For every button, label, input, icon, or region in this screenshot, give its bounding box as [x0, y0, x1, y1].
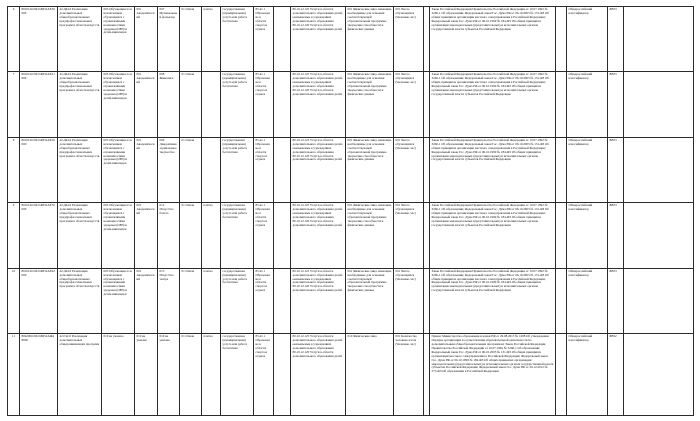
consumer-group-text: 001 Физические лица, имеющие необходимые для освоения соответствующей образовательной программы творческие способности и физические данные [347, 72, 392, 96]
consumer-group [346, 268, 394, 333]
volume-indicator-text: 001 Число обучающихся (Человеко-час) [395, 7, 416, 19]
payment-basis [202, 137, 221, 202]
payment-basis [202, 203, 221, 268]
consumer-category-text: 003 Обучающиеся за исключением обучающихся с ограниченными возможностями здоровья (ОВЗ) и детей-инвалидов [103, 7, 132, 35]
legal-basis-text: Закон Российской Федерации Правительство Российской Федерации от 10.07.1992 № 3266-1 Об образовании; Федеральный закон Гос. Дума РФ от 06.10.2003 № 131-ФЗ Об общих принципах организации местного самоуправления в Российской Федерации; Федеральный закон Гос. Дума РФ от 06.10.1999 № 184-ФЗ Об общих принципах организации законодательных (представительных) и исполнительных органов государственной власти субъектов Российской Федерации [431, 72, 549, 96]
specialty-text: 012 Искусство балета [159, 203, 174, 216]
service-kind [221, 7, 254, 72]
classifier-text: Общероссийский классификатор [568, 72, 593, 81]
volume-indicator-text: 001 Число обучающихся (Человеко-час) [395, 203, 416, 216]
okved-code-text: 85.41.1 Образование в области спорта и отдыха [255, 137, 270, 162]
payment-basis [202, 7, 221, 72]
payment-basis-text: платно [203, 334, 213, 339]
reference-code [608, 137, 624, 202]
registry-code [20, 137, 58, 202]
okved-code [254, 203, 274, 268]
empty-cell [556, 334, 567, 416]
empty-cell [624, 203, 694, 268]
specialty-text: 007 Музыкальный фольклор [159, 7, 178, 19]
service-kind [221, 334, 254, 416]
consumer-category [102, 137, 135, 202]
okpd-code-text: 80.10.12.125 Услуги в области дополнительного образования детей, оказываемые в учреждениях дополнительного образования 80.10.12.120 Услуги в области дополнительного образования детей [292, 72, 343, 96]
volume-indicator [394, 72, 424, 137]
empty-cell [556, 203, 567, 268]
program-type-text: 001 Академический [136, 268, 155, 281]
okpd-code [291, 203, 346, 268]
table-row [8, 72, 694, 137]
classifier-text: Общероссийский классификатор [568, 137, 593, 146]
registry-code-text: 801012О.99.0.ББ52АЕ36000 [21, 7, 55, 15]
classifier [567, 268, 608, 333]
legal-basis-text: Приказ Министерство образования и науки РФ от 29.08.2013 № 1008 Об утверждении Порядка организации и осуществления образовательной деятельности по дополнительным общеобразовательным программам; Закон Российской Федерации Правительство Российской Федерации от 10.07.1992 № 3266-1 Об образовании; Федеральный закон Гос. Дума РФ от 06.10.2003 № 131-ФЗ Об общих принципах организации местного самоуправления в Российской Федерации; Федеральный закон Гос. Дума РФ от 06.10.1999 № 184-ФЗ Об общих принципах организации законодательных (представительных) и исполнительных органов государственной власти субъектов Российской Федерации; Федеральный закон Гос. Дума РФ от 29.12.2012 № 273-ФЗ Об образовании в Российской Федерации [431, 334, 554, 374]
reference-code-text: БВ53 [609, 137, 617, 142]
education-form [180, 203, 202, 268]
payment-basis [202, 268, 221, 333]
okpd-code [291, 334, 346, 416]
table-row [8, 7, 694, 72]
legal-basis [430, 7, 556, 72]
okpd-code-text: 80.10.12.125 Услуги в области дополнительного образования детей, оказываемые в учреждениях дополнительного образования 80.10.12.120 Услуги в области дополнительного образования детей [292, 203, 343, 227]
consumer-category [102, 203, 135, 268]
service-name [58, 137, 102, 202]
consumer-group-text: 001 Физические лица, имеющие необходимые для освоения соответствующей образовательной программы творческие способности и физические данные [347, 268, 392, 293]
classifier [567, 334, 608, 416]
consumer-group [346, 7, 394, 72]
empty-cell [624, 268, 694, 333]
consumer-category [102, 72, 135, 137]
volume-indicator [394, 268, 424, 333]
service-kind [221, 268, 254, 333]
reference-code-text: БВ53 [609, 268, 617, 273]
program-type [135, 137, 158, 202]
service-name-text: 42.Д44.0 Реализация дополнительных общеобразовательных предпрофессиональных программ в области искусств [59, 137, 100, 158]
payment-basis [202, 334, 221, 416]
registry-code [20, 203, 58, 268]
registry-code-text: 801012О.99.0.ББ52АЕ76000 [21, 203, 55, 212]
consumer-group [346, 137, 394, 202]
education-form-text: 01 Очная [181, 7, 194, 11]
service-name-text: 42.Д44.0 Реализация дополнительных общеобразовательных предпрофессиональных программ в области искусств [59, 7, 100, 27]
okved-code-text: 85.41.1 Образование в области спорта и отдыха [255, 72, 270, 96]
reference-code [608, 334, 624, 416]
registry-code [20, 72, 58, 137]
row-number [8, 7, 20, 72]
volume-indicator-text: 001 Количество человеко-часов (Человеко-час) [395, 334, 417, 346]
consumer-category-text: 003 Обучающиеся за исключением обучающихся с ограниченными возможностями здоровья (ОВЗ) и детей-инвалидов [103, 268, 132, 297]
specialty-text: 009 Декоративно-прикладное творчество [159, 137, 177, 154]
okpd-code-text: 80.10.12.125 Услуги в области дополнительного образования детей, оказываемые в учреждениях дополнительного образования 80.10.12.120 Услуги в области дополнительного образования детей [292, 137, 343, 162]
program-type-text: 001 Академический [136, 137, 155, 150]
reference-code [608, 72, 624, 137]
specialty [158, 137, 180, 202]
education-form-text: 01 Очная [181, 72, 194, 77]
reference-code-text: БВ53 [609, 7, 617, 11]
consumer-category-text: 003 Обучающиеся за исключением обучающихся с ограниченными возможностями здоровья (ОВЗ) и детей-инвалидов [103, 203, 132, 231]
specialty-text: 008 Живопись [159, 72, 174, 81]
specialty-text: 010 не указано [159, 334, 170, 343]
volume-indicator-text: 001 Число обучающихся (Человеко-час) [395, 137, 416, 150]
consumer-group [346, 334, 394, 416]
reference-code-text: БВ53 [609, 203, 617, 208]
legal-basis [430, 203, 556, 268]
row-number-text: 6 [12, 7, 15, 11]
consumer-group-text: 010 Физические лица [347, 334, 377, 339]
empty-cell [624, 137, 694, 202]
okpd-code [291, 268, 346, 333]
registry-code [20, 334, 58, 416]
empty-cell [274, 137, 291, 202]
registry-code-text: 801012О.99.0.ББ52АЕ21000 [21, 72, 55, 81]
classifier-text: Общероссийский классификатор [568, 7, 593, 15]
education-form [180, 268, 202, 333]
row-number-text: 11 [11, 334, 16, 339]
table-row [8, 268, 694, 333]
table-row [8, 334, 694, 416]
empty-cell [556, 7, 567, 72]
okpd-code-text: 80.10.12.125 Услуги в области дополнительного образования детей, оказываемые в учреждениях дополнительного образования 80.10.12.120 Услуги в области дополнительного образования детей [292, 334, 343, 358]
empty-cell [624, 72, 694, 137]
education-form [180, 72, 202, 137]
specialty [158, 203, 180, 268]
legal-basis [430, 72, 556, 137]
service-name [58, 203, 102, 268]
consumer-group-text: 001 Физические лица, имеющие необходимые для освоения соответствующей образовательной программы творческие способности и физические данные [347, 7, 392, 31]
service-name-text: 42.Г42.0 Реализация дополнительных общеразвивающих программ [59, 334, 100, 346]
okpd-code-text: 80.10.12.125 Услуги в области дополнительного образования детей, оказываемые в учреждениях дополнительного образования 80.10.12.120 Услуги в области дополнительного образования детей [292, 7, 343, 31]
payment-basis-text: платно [203, 203, 213, 208]
okved-code [254, 7, 274, 72]
volume-indicator [394, 7, 424, 72]
consumer-category-text: 010 не указано [103, 334, 124, 339]
empty-cell [274, 7, 291, 72]
service-kind-text: государственная (муниципальная) услуга или работа бесплатная [222, 72, 248, 89]
service-kind [221, 203, 254, 268]
okpd-code [291, 72, 346, 137]
empty-cell [274, 334, 291, 416]
payment-basis-text: платно [203, 7, 213, 11]
classifier [567, 203, 608, 268]
consumer-category [102, 268, 135, 333]
service-kind-text: государственная (муниципальная) услуга или работа бесплатная [222, 7, 248, 23]
empty-cell [556, 72, 567, 137]
registry-code-text: 801012О.99.0.ББ52АЕ92000 [21, 268, 55, 277]
reference-code-text: БВ52 [609, 334, 617, 339]
row-number-text: 8 [12, 137, 15, 142]
legal-basis [430, 137, 556, 202]
okpd-code [291, 137, 346, 202]
service-name-text: 42.Д44.0 Реализация дополнительных общеобразовательных предпрофессиональных программ в области искусств [59, 72, 100, 93]
legal-basis-text: Закон Российской Федерации Правительство Российской Федерации от 10.07.1992 № 3266-1 Об образовании; Федеральный закон Гос. Дума РФ от 06.10.2003 № 131-ФЗ Об общих принципах организации местного самоуправления в Российской Федерации; Федеральный закон Гос. Дума РФ от 06.10.1999 № 184-ФЗ Об общих принципах организации законодательных (представительных) и исполнительных органов государственной власти субъектов Российской Федерации [431, 137, 549, 162]
okved-code-text: 85.41.1 Образование в области спорта и отдыха [255, 334, 270, 358]
empty-cell [274, 72, 291, 137]
okved-code [254, 334, 274, 416]
service-kind-text: государственная (муниципальная) услуга или работа бесплатная [222, 137, 248, 154]
classifier-text: Общероссийский классификатор [568, 268, 593, 277]
okved-code [254, 137, 274, 202]
reference-code [608, 268, 624, 333]
consumer-group [346, 72, 394, 137]
consumer-category [102, 7, 135, 72]
classifier [567, 72, 608, 137]
volume-indicator [394, 203, 424, 268]
specialty [158, 72, 180, 137]
okved-code-text: 85.41.1 Образование в области спорта и отдыха [255, 268, 270, 293]
row-number-text: 7 [12, 72, 15, 77]
program-type [135, 203, 158, 268]
row-number [8, 72, 20, 137]
legal-basis-text: Закон Российской Федерации Правительство Российской Федерации от 10.07.1992 № 3266-1 Об образовании; Федеральный закон Гос. Дума РФ от 06.10.2003 № 131-ФЗ Об общих принципах организации местного самоуправления в Российской Федерации; Федеральный закон Гос. Дума РФ от 06.10.1999 № 184-ФЗ Об общих принципах организации законодательных (представительных) и исполнительных органов государственной власти субъектов Российской Федерации [431, 268, 549, 293]
okpd-code-text: 80.10.12.125 Услуги в области дополнительного образования детей, оказываемые в учреждениях дополнительного образования 80.10.12.120 Услуги в области дополнительного образования детей [292, 268, 343, 293]
empty-cell [274, 203, 291, 268]
consumer-group-text: 001 Физические лица, имеющие необходимые для освоения соответствующей образовательной программы творческие способности и физические данные [347, 203, 392, 227]
service-name [58, 7, 102, 72]
consumer-category [102, 334, 135, 416]
service-name-text: 42.Д44.0 Реализация дополнительных общеобразовательных предпрофессиональных программ в области искусств [59, 268, 100, 289]
volume-indicator-text: 001 Число обучающихся (Человеко-час) [395, 268, 416, 281]
service-name [58, 72, 102, 137]
education-form-text: 01 Очная [181, 137, 194, 142]
empty-cell [274, 268, 291, 333]
payment-basis [202, 72, 221, 137]
specialty [158, 7, 180, 72]
registry-code [20, 268, 58, 333]
consumer-category-text: 003 Обучающиеся за исключением обучающихся с ограниченными возможностями здоровья (ОВЗ) и детей-инвалидов [103, 72, 132, 100]
okved-code-text: 85.41.1 Образование в области спорта и отдыха [255, 203, 270, 227]
row-number [8, 334, 20, 416]
empty-cell [556, 268, 567, 333]
education-form [180, 7, 202, 72]
program-type-text: 001 Академический [136, 203, 155, 216]
okved-code-text: 85.41.1 Образование в области спорта и отдыха [255, 7, 270, 31]
empty-cell [624, 334, 694, 416]
empty-cell [556, 137, 567, 202]
legal-basis-text: Закон Российской Федерации Правительство Российской Федерации от 10.07.1992 № 3266-1 Об образовании; Федеральный закон Гос. Дума РФ от 06.10.2003 № 131-ФЗ Об общих принципах организации местного самоуправления в Российской Федерации; Федеральный закон Гос. Дума РФ от 06.10.1999 № 184-ФЗ Об общих принципах организации законодательных (представительных) и исполнительных органов государственной власти субъектов Российской Федерации [431, 203, 549, 227]
consumer-category-text: 003 Обучающиеся за исключением обучающихся с ограниченными возможностями здоровья (ОВЗ) и детей-инвалидов [103, 137, 132, 166]
registry-code-text: 804200О.99.0.ББ52АЖ48000 [21, 334, 55, 343]
service-kind [221, 72, 254, 137]
program-type [135, 334, 158, 416]
specialty-text: 013 Искусство театра [159, 268, 174, 281]
classifier [567, 137, 608, 202]
reference-code [608, 203, 624, 268]
reference-code [608, 7, 624, 72]
specialty [158, 268, 180, 333]
okved-code [254, 72, 274, 137]
program-type-text: 001 Академический [136, 7, 155, 19]
table-row [8, 203, 694, 268]
reference-code-text: БВ53 [609, 72, 617, 77]
education-form [180, 137, 202, 202]
okved-code [254, 268, 274, 333]
education-form-text: 01 Очная [181, 203, 194, 208]
volume-indicator [394, 334, 424, 416]
service-kind-text: государственная (муниципальная) услуга или работа бесплатная [222, 268, 248, 285]
service-name-text: 42.Д44.0 Реализация дополнительных общеобразовательных предпрофессиональных программ в области искусств [59, 203, 100, 223]
program-type-text: 001 Академический [136, 72, 155, 85]
row-number-text: 9 [12, 203, 15, 208]
program-type-text: 010 не указано [136, 334, 147, 343]
education-form-text: 01 Очная [181, 268, 194, 273]
registry-sheet [7, 6, 693, 416]
okpd-code [291, 7, 346, 72]
table-row [8, 137, 694, 202]
registry-code [20, 7, 58, 72]
row-number-text: 10 [11, 268, 16, 273]
education-form [180, 334, 202, 416]
legal-basis [430, 334, 556, 416]
program-type [135, 268, 158, 333]
classifier-text: Общероссийский классификатор [568, 203, 593, 212]
service-kind-text: государственная (муниципальная) услуга или работа бесплатная [222, 334, 248, 350]
legal-basis-text: Закон Российской Федерации Правительство Российской Федерации от 10.07.1992 № 3266-1 Об образовании; Федеральный закон Гос. Дума РФ от 06.10.2003 № 131-ФЗ Об общих принципах организации местного самоуправления в Российской Федерации; Федеральный закон Гос. Дума РФ от 06.10.1999 № 184-ФЗ Об общих принципах организации законодательных (представительных) и исполнительных органов государственной власти субъектов Российской Федерации [431, 7, 549, 31]
consumer-group-text: 001 Физические лица, имеющие необходимые для освоения соответствующей образовательной программы творческие способности и физические данные [347, 137, 392, 162]
volume-indicator [394, 137, 424, 202]
service-name [58, 268, 102, 333]
registry-table [7, 6, 694, 416]
payment-basis-text: платно [203, 268, 213, 273]
legal-basis [430, 268, 556, 333]
classifier-text: Общероссийский классификатор [568, 334, 593, 343]
service-kind [221, 137, 254, 202]
row-number [8, 203, 20, 268]
row-number [8, 137, 20, 202]
specialty [158, 334, 180, 416]
volume-indicator-text: 001 Число обучающихся (Человеко-час) [395, 72, 416, 85]
classifier [567, 7, 608, 72]
education-form-text: 01 Очная [181, 334, 194, 339]
service-kind-text: государственная (муниципальная) услуга или работа бесплатная [222, 203, 248, 220]
empty-cell [624, 7, 694, 72]
service-name [58, 334, 102, 416]
program-type [135, 7, 158, 72]
program-type [135, 72, 158, 137]
row-number [8, 268, 20, 333]
consumer-group [346, 203, 394, 268]
registry-code-text: 801012О.99.0.ББ52АЕ56000 [21, 137, 55, 146]
